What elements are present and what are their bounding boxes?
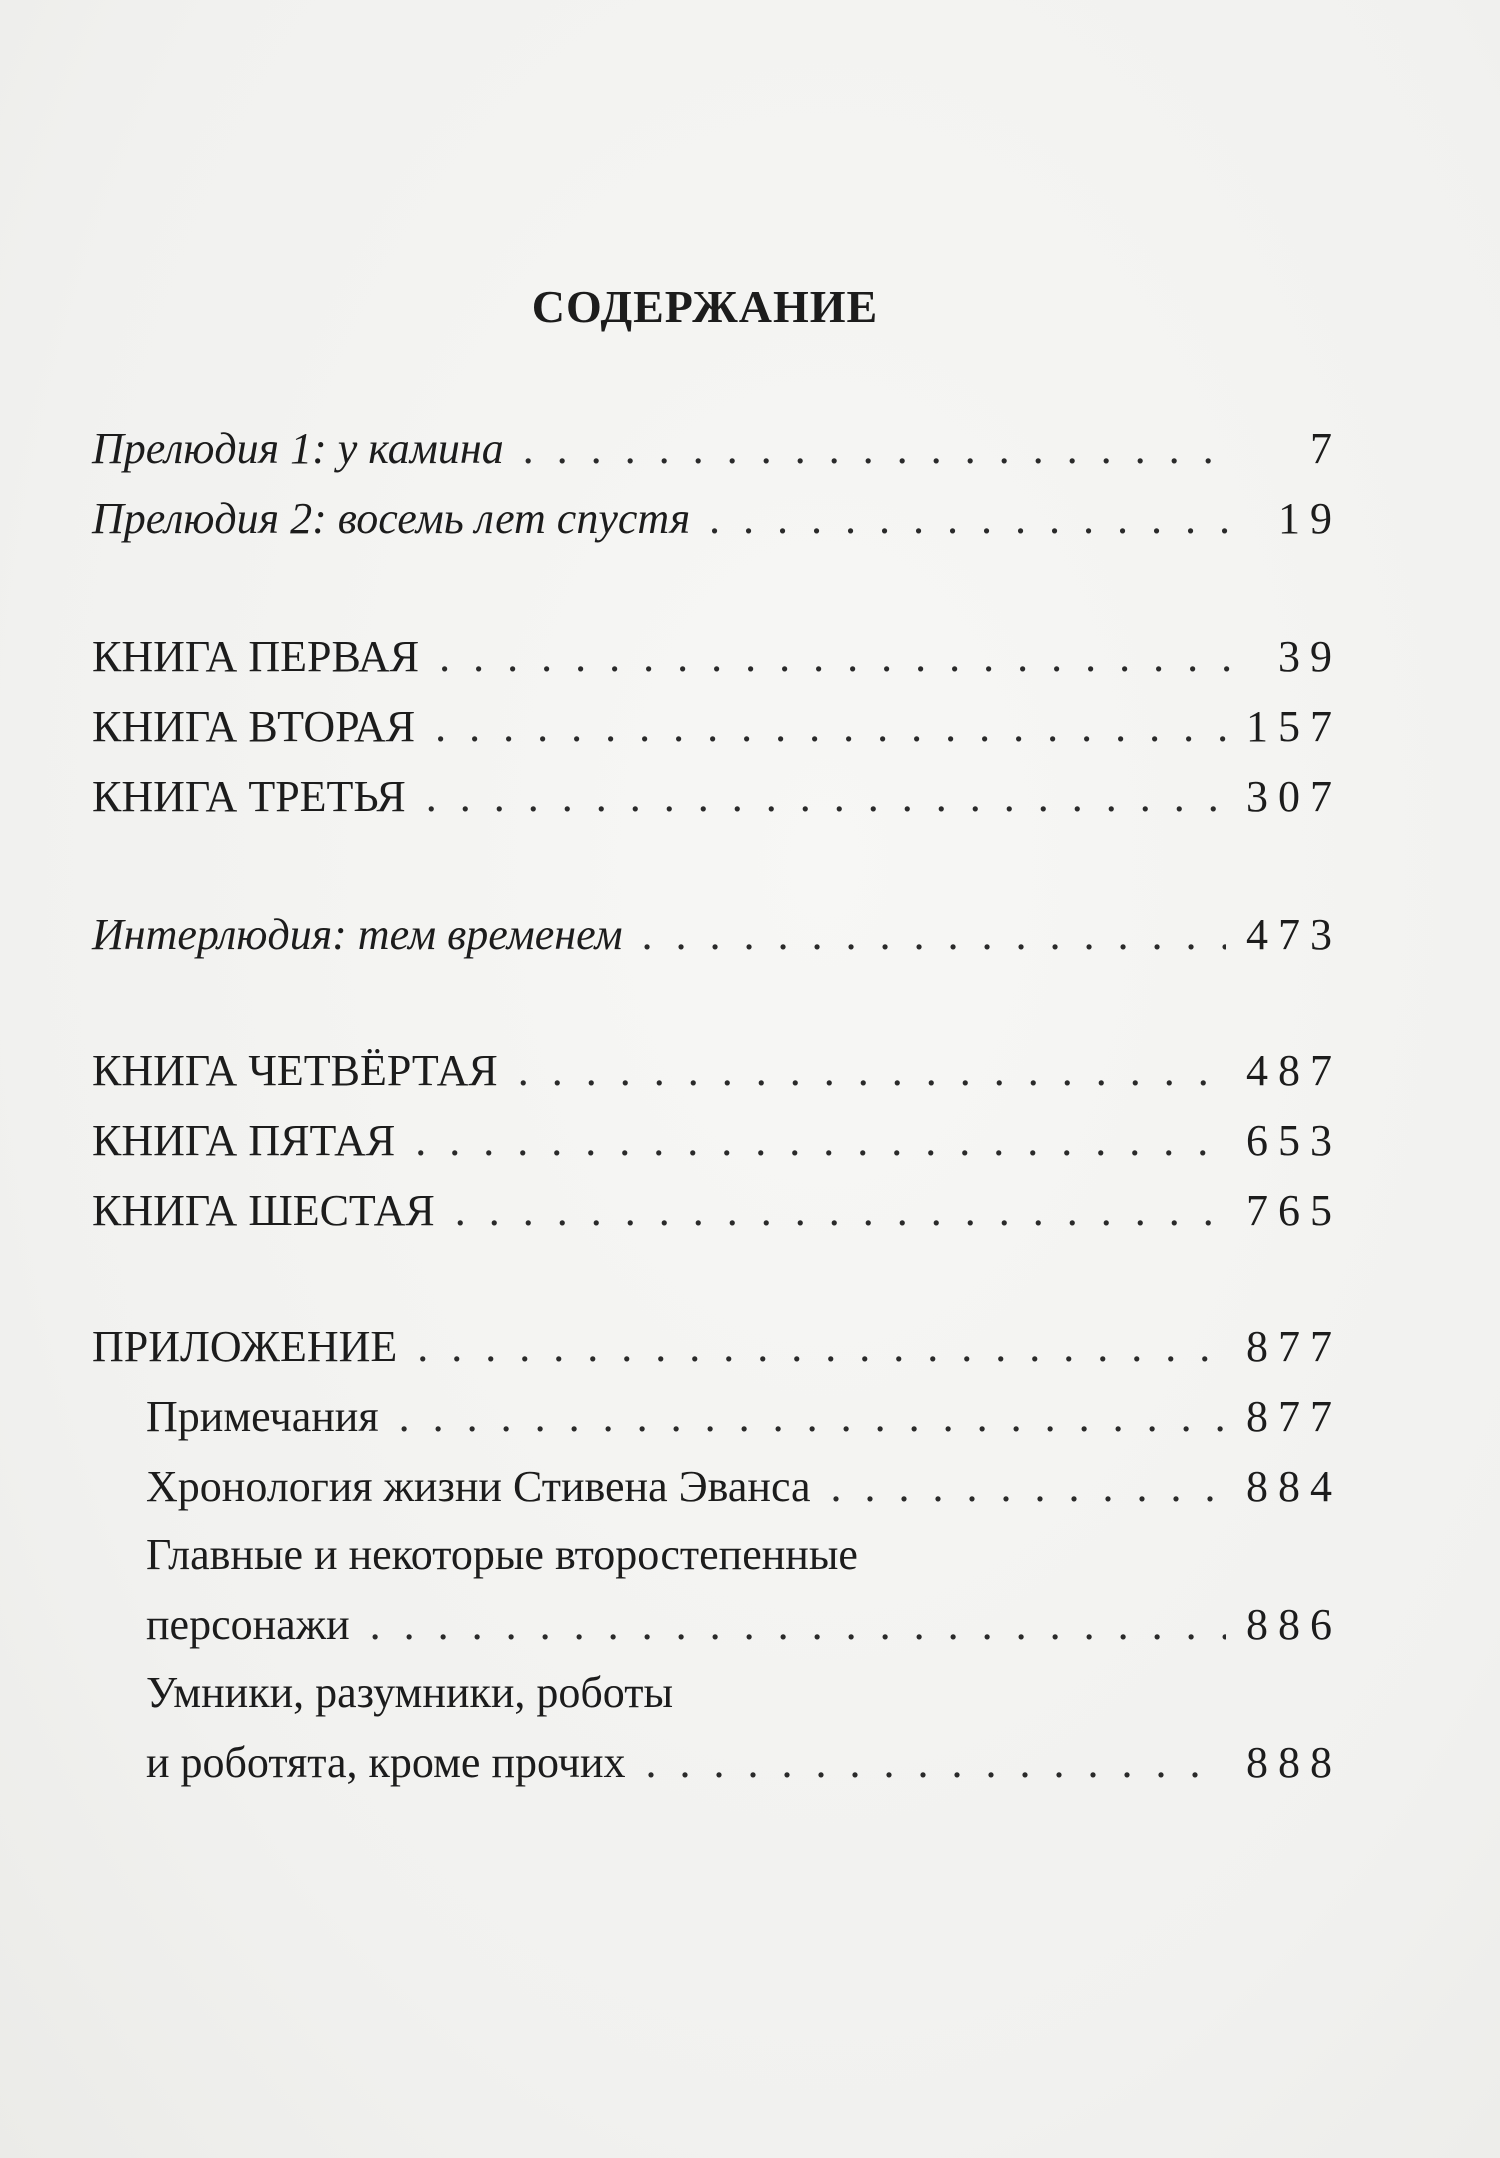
toc-page-number: 39 xyxy=(1278,632,1342,681)
toc-entry-label: КНИГА ПЯТАЯ xyxy=(92,1116,396,1165)
leader-dots xyxy=(643,904,1226,966)
leader-dots xyxy=(415,1110,1226,1172)
toc-entry-label: персонажи xyxy=(146,1600,350,1649)
toc-page-number: 473 xyxy=(1246,910,1342,959)
toc-entry-book-1 xyxy=(92,626,1342,688)
leader-dots xyxy=(370,1594,1226,1656)
toc-page-number: 487 xyxy=(1246,1046,1342,1095)
toc-entry-prelude-2 xyxy=(92,488,1342,550)
leader-dots xyxy=(646,1732,1226,1794)
toc-entry-notes xyxy=(146,1386,1342,1448)
toc-entry-label: ПРИЛОЖЕНИЕ xyxy=(92,1322,398,1371)
page-title: СОДЕРЖАНИЕ xyxy=(531,281,879,332)
leader-dots xyxy=(435,696,1226,758)
toc-entry-robots xyxy=(146,1732,1342,1794)
toc-page-number: 884 xyxy=(1246,1462,1342,1511)
toc-entry-label: Прелюдия 2: восемь лет спустя xyxy=(92,494,691,543)
toc-page-number: 877 xyxy=(1246,1322,1342,1371)
toc-entry-label: КНИГА ШЕСТАЯ xyxy=(92,1186,435,1235)
toc-entry-robots-line1: Умники, разумники, роботы xyxy=(146,1668,674,1717)
leader-dots xyxy=(439,626,1232,688)
toc-entry-label: Примечания xyxy=(146,1392,379,1441)
leader-dots xyxy=(426,766,1226,828)
toc-page-number: 877 xyxy=(1246,1392,1342,1441)
toc-entry-label: КНИГА ТРЕТЬЯ xyxy=(92,772,406,821)
leader-dots xyxy=(518,1040,1226,1102)
toc-page-number: 19 xyxy=(1278,494,1342,543)
toc-page-number: 886 xyxy=(1246,1600,1342,1649)
leader-dots xyxy=(524,418,1232,480)
toc-entry-prelude-1 xyxy=(92,418,1342,480)
toc-entry-appendix xyxy=(92,1316,1342,1378)
toc-entry-label: КНИГА ЧЕТВЁРТАЯ xyxy=(92,1046,498,1095)
toc-entry-label: и роботята, кроме прочих xyxy=(146,1738,626,1787)
toc-entry-book-6 xyxy=(92,1180,1342,1242)
toc-page-number: 765 xyxy=(1246,1186,1342,1235)
toc-page-number: 157 xyxy=(1246,702,1342,751)
leader-dots xyxy=(399,1386,1226,1448)
toc-entry-label: Интерлюдия: тем временем xyxy=(92,910,623,959)
toc-entry-label: Хронология жизни Стивена Эванса xyxy=(146,1462,811,1511)
toc-entry-label: Прелюдия 1: у камина xyxy=(92,424,504,473)
leader-dots xyxy=(831,1456,1226,1518)
toc-entry-characters xyxy=(146,1594,1342,1656)
toc-entry-book-4 xyxy=(92,1040,1342,1102)
toc-page-number: 888 xyxy=(1246,1738,1342,1787)
toc-entry-chronology xyxy=(146,1456,1342,1518)
toc-entry-characters-line1: Главные и некоторые второстепенные xyxy=(146,1530,858,1579)
toc-page-number: 7 xyxy=(1310,424,1342,473)
leader-dots xyxy=(455,1180,1226,1242)
toc-entry-book-2 xyxy=(92,696,1342,758)
toc-entry-label: КНИГА ВТОРАЯ xyxy=(92,702,416,751)
leader-dots xyxy=(417,1316,1226,1378)
toc-entry-book-3 xyxy=(92,766,1342,828)
leader-dots xyxy=(710,488,1232,550)
toc-entry-book-5 xyxy=(92,1110,1342,1172)
toc-page-number: 653 xyxy=(1246,1116,1342,1165)
toc-entry-interlude xyxy=(92,904,1342,966)
toc-entry-label: КНИГА ПЕРВАЯ xyxy=(92,632,420,681)
toc-page-number: 307 xyxy=(1246,772,1342,821)
